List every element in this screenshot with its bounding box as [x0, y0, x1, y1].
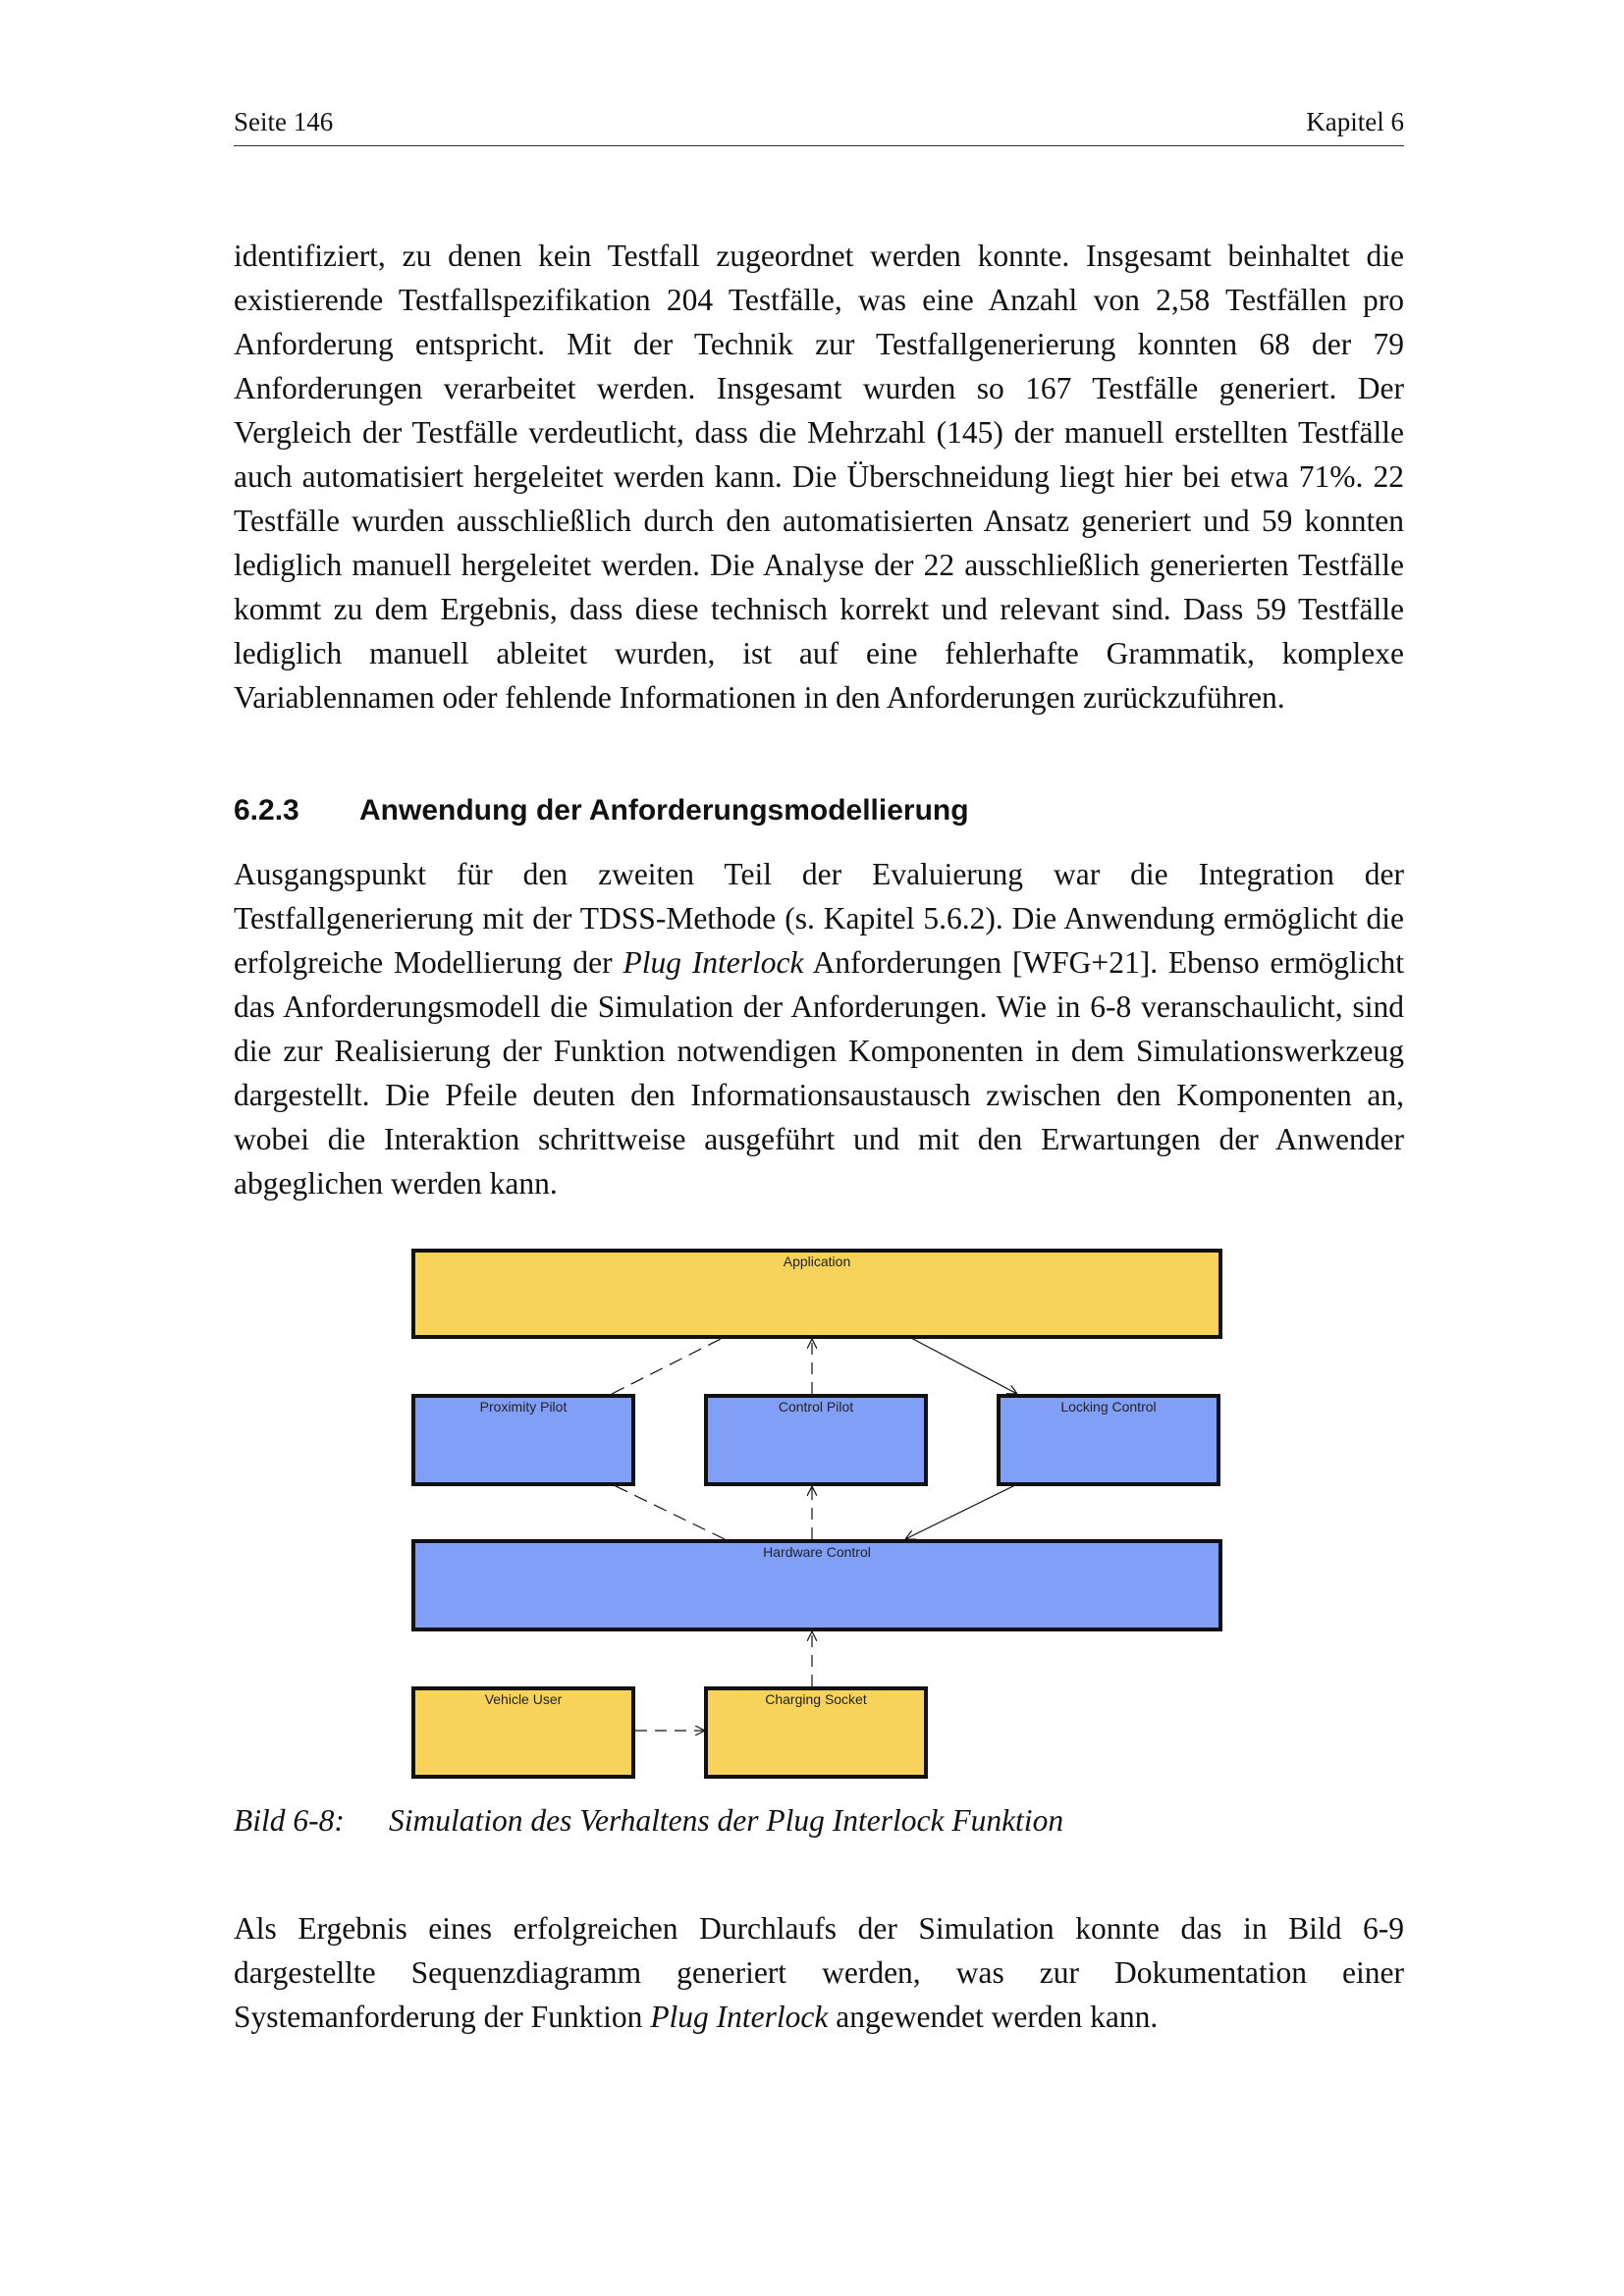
term-plug-interlock: Plug Interlock [650, 2000, 829, 2034]
figure-caption [234, 1800, 1404, 1842]
page-number: Seite 146 [234, 107, 334, 136]
chapter-label: Kapitel 6 [1306, 107, 1404, 136]
box-label-locking-control: Locking Control [1060, 1399, 1157, 1415]
section-heading [234, 791, 1404, 830]
box-vehicle-user [413, 1688, 633, 1777]
box-label-control-pilot: Control Pilot [778, 1399, 854, 1415]
section-title: Anwendung der Anforderungsmodellierung [359, 794, 969, 827]
term-plug-interlock: Plug Interlock [623, 945, 804, 980]
figure-caption-text: Simulation des Verhaltens der Plug Interlock Funktion [389, 1803, 1064, 1838]
box-label-vehicle-user: Vehicle User [484, 1691, 563, 1707]
paragraph-text: Ausgangspunkt für den zweiten Teil der Evaluierung war die Integration der Testfallgenerierung mit der TDSS-Methode (s. Kapitel 5.6.2). Die Anwendung ermöglicht die erfolgreiche Modellierung der [234, 857, 1404, 980]
connector-application-to-locking [909, 1337, 1017, 1394]
box-hardware-control [413, 1541, 1220, 1629]
connector-hardware-to-proximity [612, 1484, 725, 1539]
simulation-diagram [410, 1245, 1225, 1787]
connector-proximity-to-application [612, 1337, 725, 1394]
paragraph-text: angewendet werden kann. [828, 2000, 1159, 2034]
box-label-proximity-pilot: Proximity Pilot [479, 1399, 568, 1415]
box-application [413, 1251, 1220, 1337]
paragraph-requirement-modeling [234, 852, 1404, 1205]
box-label-application: Application [783, 1254, 851, 1269]
box-label-charging-socket: Charging Socket [765, 1691, 867, 1707]
box-locking-control [999, 1396, 1218, 1484]
box-control-pilot [706, 1396, 926, 1484]
paragraph-testcase-results: identifiziert, zu denen kein Testfall zugeordnet werden konnte. Insgesamt beinhaltet die existierende Testfallspezifikation 204 Testfälle, was eine Anzahl von 2,58 Testfällen pro Anforderung entspricht. Mit der Technik zur Testfallgenerierung konnten 68 der 79 Anforderungen verarbeitet werden. Insgesamt wurden so 167 Testfälle generiert. Der Vergleich der Testfälle verdeutlicht, dass die Mehrzahl (145) der manuell erstellten Testfälle auch automatisiert hergeleitet werden kann. Die Überschneidung liegt hier bei etwa 71%. 22 Testfälle wurden ausschließlich durch den automatisierten Ansatz generiert und 59 konnten lediglich manuell hergeleitet werden. Die Analyse der 22 ausschließlich generierten Testfälle kommt zu dem Ergebnis, dass diese technisch korrekt und relevant sind. Dass 59 Testfälle lediglich manuell ableitet wurden, ist auf eine fehlerhafte Grammatik, komplexe Variablennamen oder fehlende Informationen in den Anforderungen zurückzuführen. [234, 239, 1404, 715]
figure-label: Bild 6-8: [234, 1803, 345, 1838]
section-number: 6.2.3 [234, 794, 299, 827]
header-rule [234, 145, 1404, 146]
box-label-hardware-control: Hardware Control [763, 1544, 871, 1560]
box-proximity-pilot [413, 1396, 633, 1484]
paragraph-simulation-result [234, 1906, 1404, 2039]
paragraph-text: Als Ergebnis eines erfolgreichen Durchlaufs der Simulation konnte das in Bild 6-9 dargestellte Sequenzdiagramm generiert werden, was zur Dokumentation einer Systemanforderung der Funktion [234, 1911, 1404, 2034]
box-charging-socket [706, 1688, 926, 1777]
connector-locking-to-hardware [905, 1484, 1017, 1539]
paragraph-text: Anforderungen [WFG+21]. Ebenso ermöglicht das Anforderungsmodell die Simulation der Anforderungen. Wie in 6-8 veranschaulicht, sind die zur Realisierung der Funktion notwendigen Komponenten in dem Simulationswerkzeug dargestellt. Die Pfeile deuten den Informationsaustausch zwischen den Komponenten an, wobei die Interaktion schrittweise ausgeführt und mit den Erwartungen der Anwender abgeglichen werden kann. [234, 945, 1404, 1201]
